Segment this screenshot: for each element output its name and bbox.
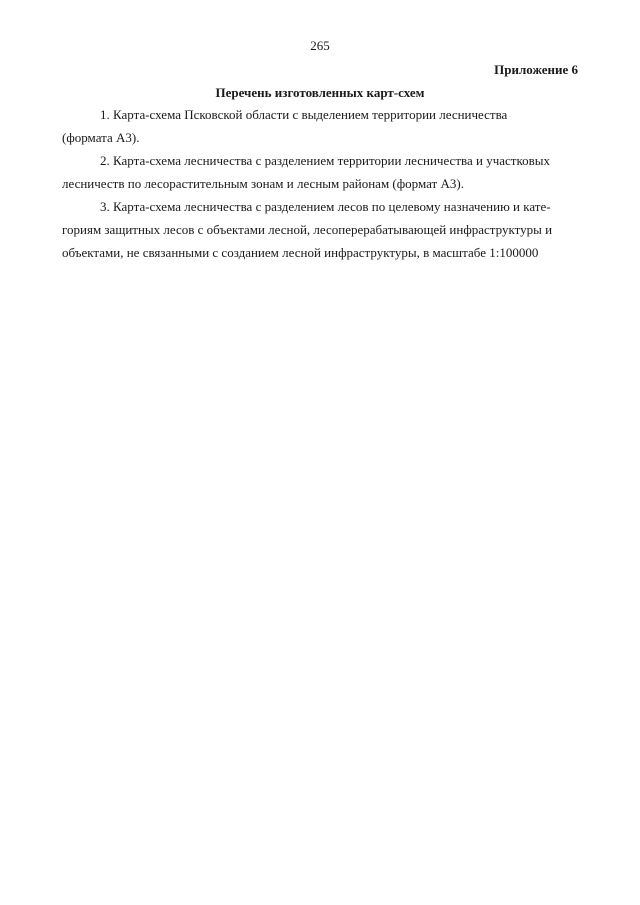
page-number: 265	[310, 38, 330, 53]
list-item-line: гориям защитных лесов с объектами лесной, лесоперерабатывающей инфраструктуры и	[62, 222, 553, 237]
list-item	[62, 195, 562, 264]
list-item-line: объектами, не связанными с созданием лесной инфраструктуры, в масштабе 1:100000	[62, 245, 539, 260]
list-item-line: 2. Карта-схема лесничества с разделением территории лесничества и участковых	[100, 153, 550, 168]
list-item	[62, 149, 562, 195]
list-item-line: 1. Карта-схема Псковской области с выделением территории лесничества	[100, 107, 508, 122]
list-item-line: лесничеств по лесорастительным зонам и лесным районам (формат А3).	[62, 176, 464, 191]
list-item-line: 3. Карта-схема лесничества с разделением лесов по целевому назначению и кате-	[100, 199, 551, 214]
document-title: Перечень изготовленных карт-схем	[215, 85, 425, 100]
list-item	[62, 103, 562, 149]
map-list	[62, 103, 562, 264]
appendix-label: Приложение 6	[494, 62, 578, 77]
list-item-line: (формата А3).	[62, 130, 140, 145]
